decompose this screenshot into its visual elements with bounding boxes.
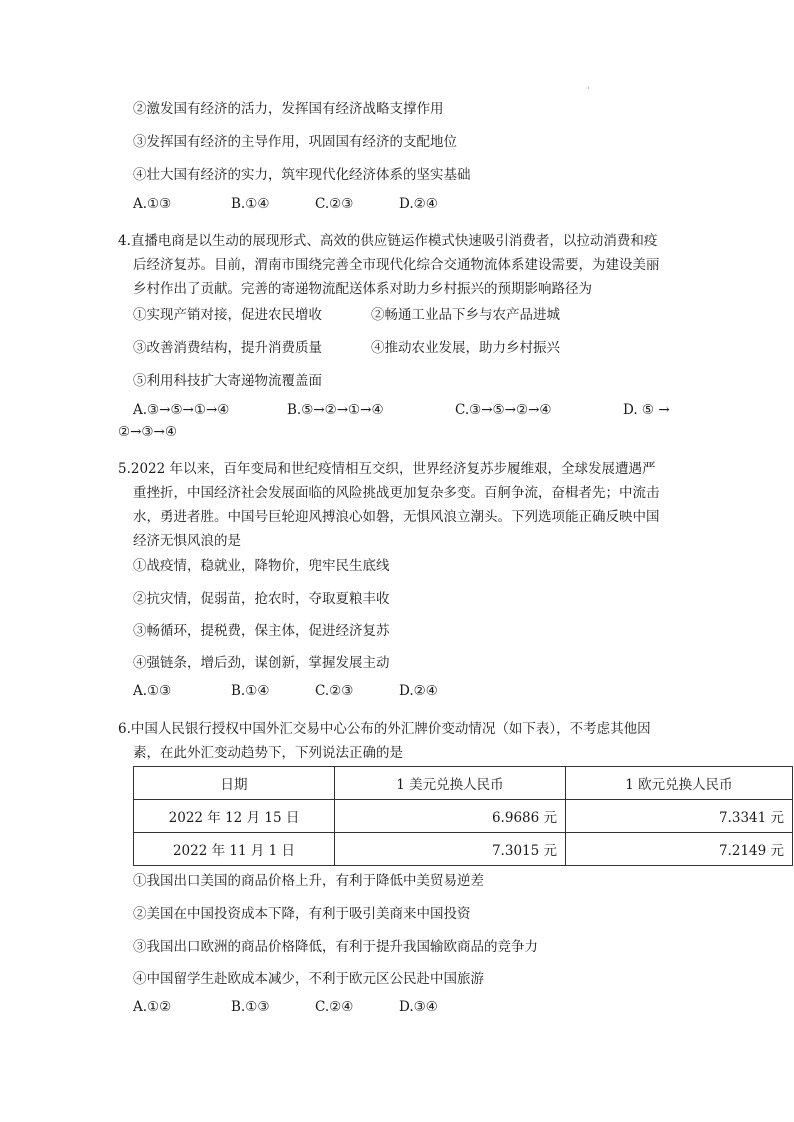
q3-statement-4: ④壮大国有经济的实力，筑牢现代化经济体系的坚实基础 bbox=[133, 167, 471, 183]
table-header-row bbox=[134, 767, 793, 800]
q4-stem-line-3: 乡村作出了贡献。完善的寄递物流配送体系对助力乡村振兴的预期影响路径为 bbox=[133, 281, 592, 297]
cell-date: 2022 年 11 月 1 日 bbox=[134, 833, 335, 866]
q3-statement-3: ③发挥国有经济的主导作用，巩固国有经济的支配地位 bbox=[133, 134, 457, 150]
q6-option-d: D.③④ bbox=[399, 999, 438, 1015]
q4-option-b: B.⑤→②→①→④ bbox=[287, 402, 384, 418]
q4-stem-line-1: 4.直播电商是以生动的展现形式、高效的供应链运作模式快速吸引消费者，以拉动消费和疫 bbox=[118, 233, 658, 249]
cell-date: 2022 年 12 月 15 日 bbox=[134, 800, 335, 833]
q6-option-b: B.①③ bbox=[231, 999, 270, 1015]
q4-statement-1: ①实现产销对接，促进农民增收 bbox=[133, 307, 322, 323]
q4-statement-5: ⑤利用科技扩大寄递物流覆盖面 bbox=[133, 373, 322, 389]
q5-statement-4: ④强链条，增后劲，谋创新，掌握发展主动 bbox=[133, 655, 390, 671]
q6-statement-1: ①我国出口美国的商品价格上升，有利于降低中美贸易逆差 bbox=[133, 873, 484, 889]
q4-option-d: D. ⑤ → bbox=[623, 402, 670, 418]
header-usd: 1 美元兑换人民币 bbox=[335, 767, 566, 800]
q5-stem-line-1: 5.2022 年以来，百年变局和世纪疫情相互交织，世界经济复苏步履维艰，全球发展遭遇严 bbox=[118, 461, 656, 477]
q6-option-c: C.②④ bbox=[315, 999, 354, 1015]
q6-statement-4: ④中国留学生赴欧成本减少，不利于欧元区公民赴中国旅游 bbox=[133, 971, 484, 987]
q4-statement-4: ④推动农业发展，助力乡村振兴 bbox=[371, 340, 560, 356]
q5-statement-1: ①战疫情，稳就业，降物价，兜牢民生底线 bbox=[133, 558, 390, 574]
q4-option-d-wrap: ②→③→④ bbox=[118, 424, 177, 440]
q5-stem-line-2: 重挫折，中国经济社会发展面临的风险挑战更加复杂多变。百舸争流，奋楫者先；中流击 bbox=[133, 485, 660, 501]
q4-option-a: A.③→⑤→①→④ bbox=[133, 402, 230, 418]
q4-option-c: C.③→⑤→②→④ bbox=[455, 402, 552, 418]
q6-option-a: A.①② bbox=[133, 999, 172, 1015]
q6-statement-2: ②美国在中国投资成本下降，有利于吸引美商来中国投资 bbox=[133, 906, 471, 922]
top-mark: · bbox=[587, 84, 590, 93]
q3-option-b: B.①④ bbox=[231, 196, 270, 212]
cell-eur-rate: 7.2149 元 bbox=[566, 833, 793, 866]
table-row bbox=[134, 800, 793, 833]
q3-option-c: C.②③ bbox=[315, 196, 354, 212]
q3-option-d: D.②④ bbox=[399, 196, 438, 212]
header-date: 日期 bbox=[134, 767, 335, 800]
q4-statement-3: ③改善消费结构，提升消费质量 bbox=[133, 340, 322, 356]
q5-option-b: B.①④ bbox=[231, 683, 270, 699]
cell-usd-rate: 6.9686 元 bbox=[335, 800, 566, 833]
q6-statement-3: ③我国出口欧洲的商品价格降低，有利于提升我国输欧商品的竞争力 bbox=[133, 939, 538, 955]
q6-stem-line-2: 素，在此外汇变动趋势下，下列说法正确的是 bbox=[133, 745, 403, 761]
q6-stem-line-1: 6.中国人民银行授权中国外汇交易中心公布的外汇牌价变动情况（如下表），不考虑其他因 bbox=[118, 721, 651, 737]
cell-usd-rate: 7.3015 元 bbox=[335, 833, 566, 866]
q5-statement-2: ②抗灾情，促弱苗，抢农时，夺取夏粮丰收 bbox=[133, 591, 390, 607]
q3-option-a: A.①③ bbox=[133, 196, 172, 212]
q4-statement-2: ②畅通工业品下乡与农产品进城 bbox=[371, 307, 560, 323]
q5-option-c: C.②③ bbox=[315, 683, 354, 699]
table-row bbox=[134, 833, 793, 866]
q3-statement-2: ②激发国有经济的活力，发挥国有经济战略支撑作用 bbox=[133, 101, 444, 117]
exchange-rate-table bbox=[133, 766, 793, 866]
q4-stem-line-2: 后经济复苏。目前，渭南市围绕完善全市现代化综合交通物流体系建设需要，为建设美丽 bbox=[133, 257, 660, 273]
header-eur: 1 欧元兑换人民币 bbox=[566, 767, 793, 800]
q5-statement-3: ③畅循环，提税费，保主体，促进经济复苏 bbox=[133, 623, 390, 639]
q5-option-a: A.①③ bbox=[133, 683, 172, 699]
cell-eur-rate: 7.3341 元 bbox=[566, 800, 793, 833]
q5-stem-line-4: 经济无惧风浪的是 bbox=[133, 533, 241, 549]
q5-stem-line-3: 水，勇进者胜。中国号巨轮迎风搏浪心如磐，无惧风浪立潮头。下列选项能正确反映中国 bbox=[133, 509, 660, 525]
q5-option-d: D.②④ bbox=[399, 683, 438, 699]
